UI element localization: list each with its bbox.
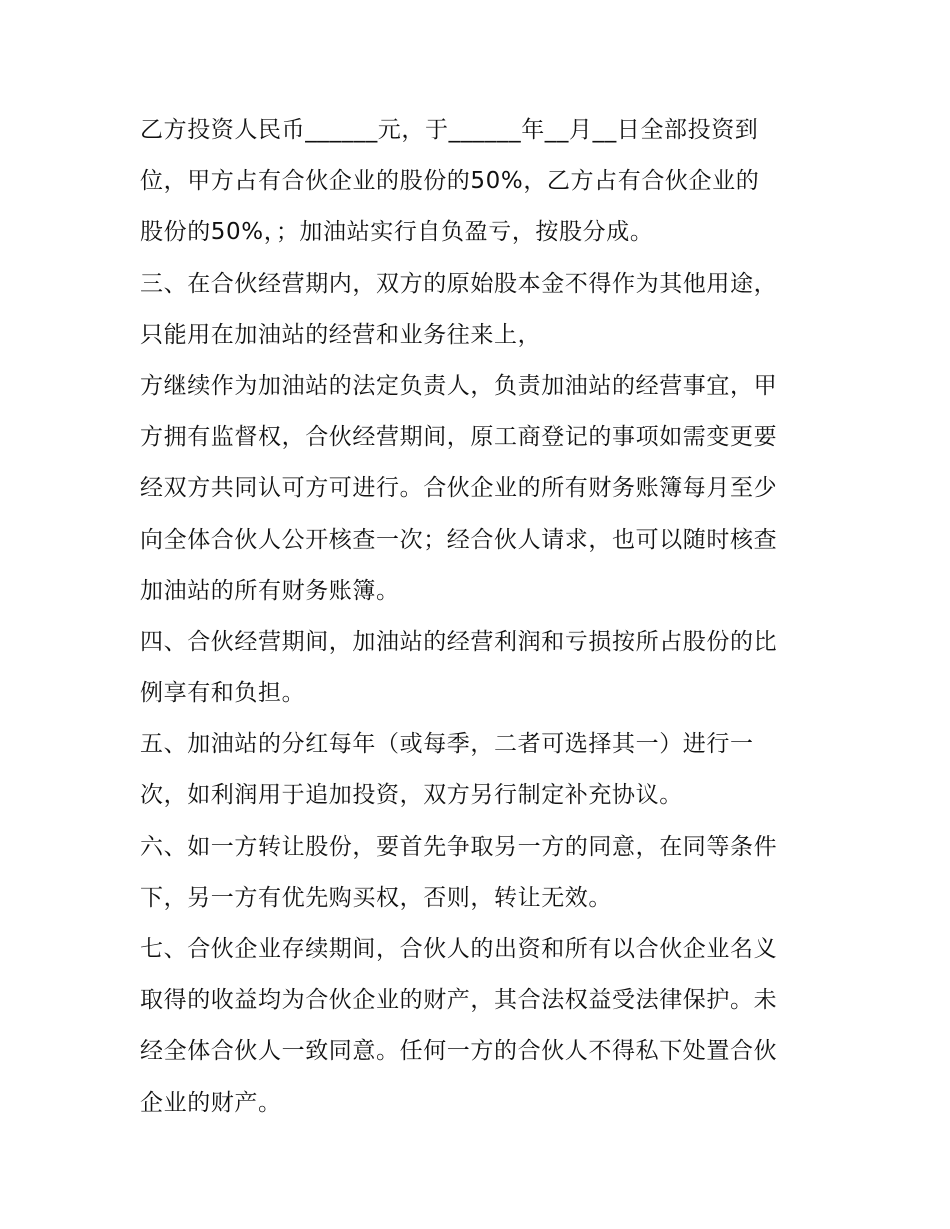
text-line: 加油站的所有财务账簿。 (140, 577, 400, 604)
text-line: 六、如一方转让股份，要首先争取另一方的同意，在同等条件 (140, 833, 778, 860)
text-line: 四、合伙经营期间，加油站的经营利润和亏损按所占股份的比 (140, 628, 778, 655)
text-line: 例享有和负担。 (140, 680, 306, 707)
text-line: 经全体合伙人一致同意。任何一方的合伙人不得私下处置合伙 (140, 1038, 778, 1065)
text-line: 三、在合伙经营期内，双方的原始股本金不得作为其他用途， (140, 270, 778, 297)
text-line: 位，甲方占有合伙企业的股份的50%，乙方占有合伙企业的 (140, 168, 760, 195)
text-line: 取得的收益均为合伙企业的财产，其合法权益受法律保护。未 (140, 987, 778, 1014)
text-line: 七、合伙企业存续期间，合伙人的出资和所有以合伙企业名义 (140, 936, 778, 962)
text-line: 企业的财产。 (140, 1089, 282, 1116)
text-line: 五、加油站的分红每年（或每季，二者可选择其一）进行一 (140, 731, 754, 758)
document-body (140, 105, 820, 1129)
text-line: 股份的50%，；加油站实行自负盈亏，按股分成。 (140, 219, 654, 246)
text-line: 次，如利润用于追加投资，双方另行制定补充协议。 (140, 782, 683, 809)
text-line: 经双方共同认可方可进行。合伙企业的所有财务账簿每月至少 (140, 475, 778, 502)
text-line: 方继续作为加油站的法定负责人，负责加油站的经营事宜，甲 (140, 372, 778, 399)
text-line: 方拥有监督权，合伙经营期间，原工商登记的事项如需变更要 (140, 424, 778, 451)
text-line: 只能用在加油站的经营和业务往来上， (140, 321, 542, 348)
text-line: 下，另一方有优先购买权，否则，转让无效。 (140, 884, 612, 911)
text-line: 向全体合伙人公开核查一次；经合伙人请求，也可以随时核查 (140, 526, 778, 553)
text-line: 乙方投资人民币______元，于______年__月__日全部投资到 (140, 117, 759, 143)
